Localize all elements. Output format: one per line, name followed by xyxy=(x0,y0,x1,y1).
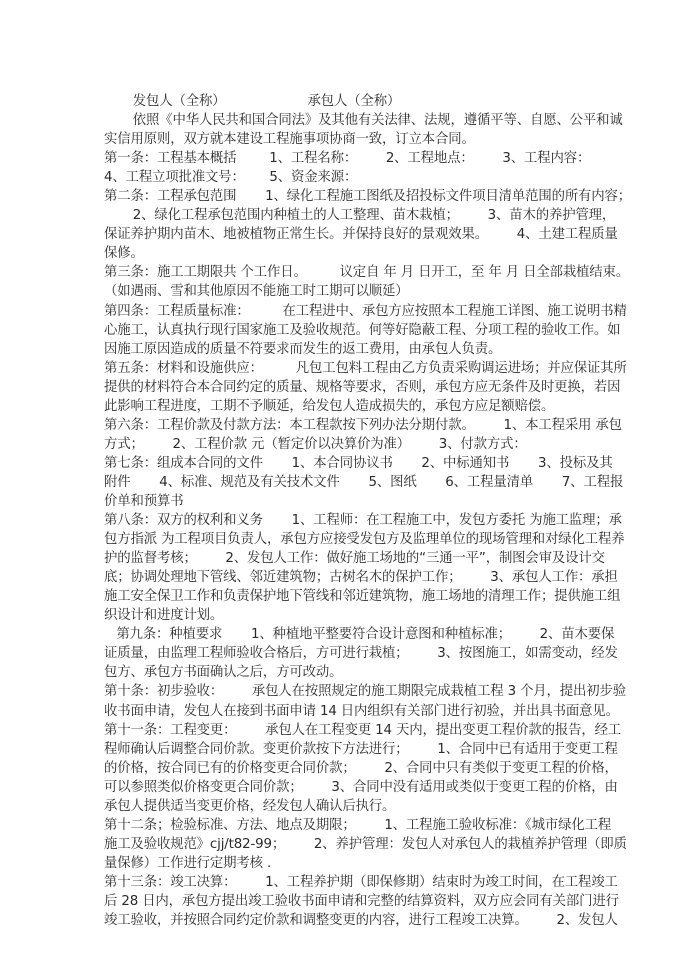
document-line: 价单和预算书 xyxy=(104,493,184,509)
document-line: 第六条：工程价款及付款方法：本工程款按下列办法分期付款。 1、本工程采用 承包 xyxy=(104,417,622,433)
document-line: 包方指派 为工程项目负责人，承包方应接受发包方及监理单位的现场管理和对绿化工程养 xyxy=(104,532,625,548)
document-line: 4、工程立项批准文号： 5、资金来源： xyxy=(104,170,358,186)
document-line: 程师确认后调整合同价款。变更价款按下方法进行； 1、合同中已有适用于变更工程 xyxy=(104,741,618,757)
contract-document xyxy=(104,92,632,930)
document-line: 第八条：双方的权利和义务 1、工程师：在工程施工中，发包方委托 为施工监理；承 xyxy=(104,513,622,529)
document-line: 因施工原因造成的质量不符要求而发生的返工费用，由承包人负责。 xyxy=(104,341,502,357)
document-line: 包方、承包方书面确认之后，方可改动。 xyxy=(104,665,343,681)
document-line: 保修。 xyxy=(104,246,144,262)
document-line: 施工安全保卫工作和负责保护地下管线和邻近建筑物，施工场地的清理工作；提供施工组 xyxy=(104,589,621,605)
document-line: 第十三条：竣工决算： 1、工程养护期（即保修期）结束时为竣工时间，在工程竣工 xyxy=(104,874,618,890)
document-line: 后 28 日内，承包方提出竣工验收书面申请和完整的结算资料，双方应会同有关部门进行 xyxy=(104,893,619,909)
document-line: 第二条：工程承包范围 1、绿化工程施工图纸及招投标文件项目清单范围的所有内容； xyxy=(104,189,632,205)
document-line: 竣工验收，并按照合同约定价款和调整变更的内容，进行工程竣工决算。 2、发包人 xyxy=(104,913,618,929)
document-line: 第七条：组成本合同的文件 1、本合同协议书 2、中标通知书 3、投标及其 xyxy=(104,455,613,471)
document-line: 方式； 2、工程价款 元（暂定价以决算价为准） 3、付款方式： xyxy=(104,436,527,452)
document-line: 附件 4、标准、规范及有关技术文件 5、图纸 6、工程量清单 7、工程报 xyxy=(104,474,624,490)
document-line: （如遇雨、雪和其他原因不能施工时工期可以顺延） xyxy=(104,284,409,300)
document-line: 第九条：种植要求 1、种植地平整要符合设计意图和种植标准； 2、苗木要保 xyxy=(104,627,615,643)
document-line: 实信用原则，双方就本建设工程施事项协商一致，订立本合同。 xyxy=(104,132,475,148)
document-line: 提供的材料符合本合同约定的质量、规格等要求，否则，承包方应无条件及时更换，若因 xyxy=(104,379,621,395)
document-line: 量保修）工作进行定期考核 . xyxy=(104,855,272,871)
document-line: 第四条：工程质量标准： 在工程进中、承包方应按照本工程施工详图、施工说明书精 xyxy=(104,303,627,319)
document-line: 可以参照类似价格变更合同价款； 3、合同中没有适用或类似于变更工程的价格，由 xyxy=(104,779,618,795)
document-line: 心施工，认真执行现行国家施工及验收规范。何等好隐蔽工程、分项工程的验收工作。如 xyxy=(104,322,621,338)
document-line: 依照《中华人民共和国合同法》及其他有关法律、法规，遵循平等、自愿、公平和诚 xyxy=(104,113,623,129)
document-line: 底；协调处理地下管线、邻近建筑物；古树名木的保护工作； 3、承包人工作：承担 xyxy=(104,570,618,586)
document-line: 承包人提供适当变更价格，经发包人确认后执行。 xyxy=(104,798,396,814)
document-line: 第十二条；检验标准、方法、地点及期限； 1、工程施工验收标准：《城市绿化工程 xyxy=(104,817,612,833)
document-line: 2、绿化工程承包范围内种植土的人工整理、苗木栽植； 3、苗木的养护管理， xyxy=(104,208,616,224)
document-line: 第三条：施工工期限共 个工作日。 议定自 年 月 日开工，至 年 月 日全部栽植结束。 xyxy=(104,265,630,281)
document-line: 收书面申请，发包人在接到书面申请 14 日内组织有关部门进行初验，并出具书面意见。 xyxy=(104,703,619,719)
document-line: 发包人（全称） 承包人（全称） xyxy=(104,94,401,109)
document-line: 的价格，按合同已有的价格变更合同价款； 2、合同中只有类似于变更工程的价格， xyxy=(104,760,618,776)
document-line: 证质量，由监理工程师验收合格后，方可进行栽植； 3、按图施工，如需变动，经发 xyxy=(104,646,618,662)
document-line: 第五条：材料和设施供应： 凡包工包料工程由乙方负责采购调运进场；并应保证其所 xyxy=(104,360,627,376)
document-line: 施工及验收规范》cjj/t82-99； 2、养护管理：发包人对承包人的栽植养护管理（即质 xyxy=(104,836,627,852)
document-line: 此影响工程进度，工期不予顺延，给发包人造成损失的，承包方应足额赔偿。 xyxy=(104,398,555,414)
document-line: 第十条：初步验收： 承包人在按照规定的施工期限完成栽植工程 3 个月，提出初步验 xyxy=(104,684,626,700)
document-line: 护的监督考核； 2、发包人工作：做好施工场地的“三通一平”，制图会审及设计交 xyxy=(104,551,605,567)
document-line: 保证养护期内苗木、地被植物正常生长。并保持良好的景观效果。 4、土建工程质量 xyxy=(104,227,618,243)
document-line: 第十一条：工程变更： 承包人在工程变更 14 天内，提出变更工程价款的报告，经工 xyxy=(104,722,622,738)
document-line: 织设计和进度计划。 xyxy=(104,608,224,624)
document-line: 第一条：工程基本概括 1、工程名称： 2、工程地点： 3、工程内容： xyxy=(104,151,591,167)
